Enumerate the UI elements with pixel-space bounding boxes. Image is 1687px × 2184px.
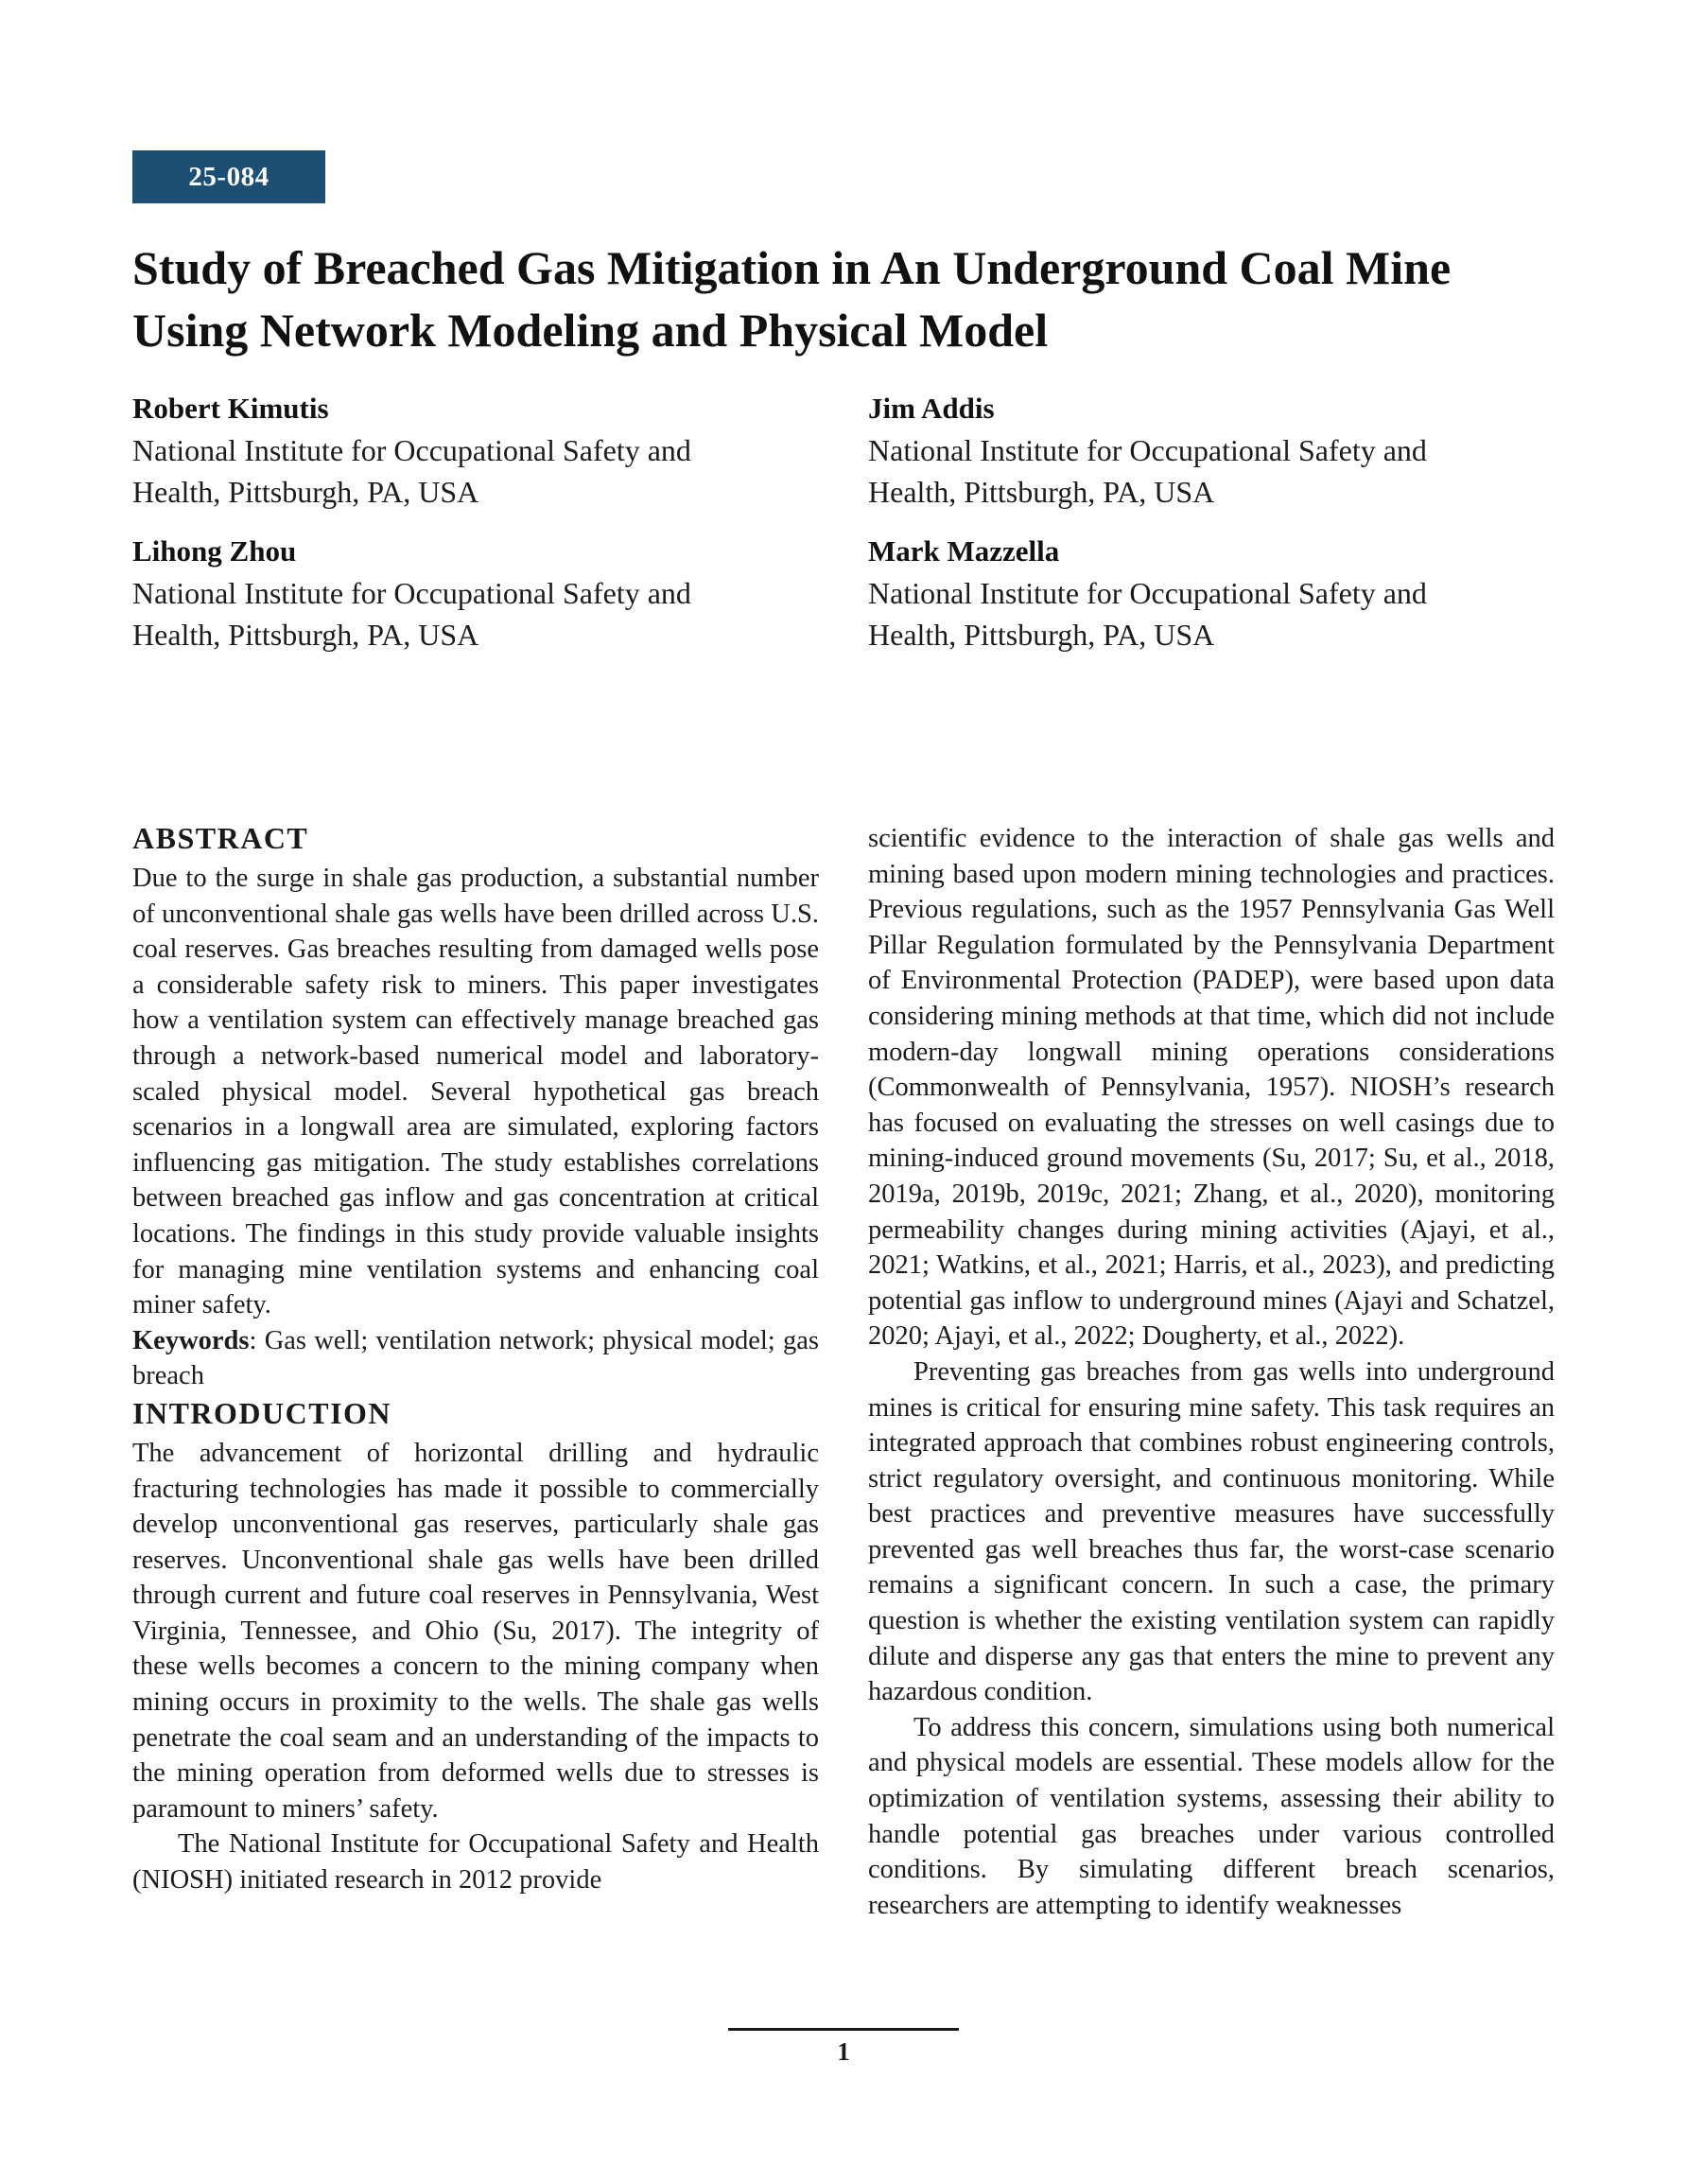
author-affiliation [868,572,1549,655]
author-name: Mark Mazzella [868,534,1060,568]
introduction-heading: INTRODUCTION [132,1395,392,1430]
paper-title [132,236,1551,361]
intro-paragraph-2-continued: scientific evidence to the interaction of shale gas wells and mining based upon modern mining technologies and practices. Previous regulations, such as the 1957 Pennsylvania Gas Well Pillar Regulation formulated by the Pennsylvania Department of Environmental Protection (PADEP), were based upon data considering mining methods at that time, which did not include modern-day longwall mining operations considerations (Commonwealth of Pennsylvania, 1957). NIOSH’s research has focused on evaluating the stresses on well casings due to mining-induced ground movements (Su, 2017; Su, et al., 2018, 2019a, 2019b, 2019c, 2021; Zhang, et al., 2020), monitoring permeability changes during mining activities (Ajayi, et al., 2021; Watkins, et al., 2021; Harris, et al., 2023), and predicting potential gas inflow to underground mines (Ajayi and Schatzel, 2020; Ajayi, et al., 2022; Dougherty, et al., 2022). [868,824,1555,1352]
author-affiliation [132,429,813,513]
author-block [132,388,813,513]
author-name: Jim Addis [868,392,995,425]
author-affiliation [868,429,1549,513]
author-name: Lihong Zhou [132,534,297,568]
title-line-1: Study of Breached Gas Mitigation in An Underground Coal Mine [132,241,1452,294]
abstract-heading: ABSTRACT [132,821,309,855]
intro-paragraph-4: To address this concern, simulations using both numerical and physical models are essential. These models allow for the optimization of ventilation systems, assessing their ability to handle potential gas breaches under various controlled conditions. By simulating different breach scenarios, researchers are attempting to identify weaknesses [868,1712,1555,1920]
footer-rule [728,2028,959,2031]
abstract-text: Due to the surge in shale gas production, a substantial number of unconventional shale gas wells have been drilled across U.S. coal reserves. Gas breaches resulting from damaged wells pose a considerable safety risk to miners. This paper investigates how a ventilation system can effectively manage breached gas through a network-based numerical model and laboratory-scaled physical model. Several hypothetical gas breach scenarios in a longwall area are simulated, exploring factors influencing gas mitigation. The study establishes correlations between breached gas inflow and gas concentration at critical locations. The findings in this study provide valuable insights for managing mine ventilation systems and enhancing coal miner safety. [132,864,819,1320]
affiliation-line: Health, Pittsburgh, PA, USA [132,475,479,509]
intro-paragraph-2: The National Institute for Occupational Safety and Health (NIOSH) initiated research in 2012 provide [132,1829,819,1896]
title-line-2: Using Network Modeling and Physical Model [132,304,1049,357]
affiliation-line: Health, Pittsburgh, PA, USA [132,618,479,652]
intro-paragraph-3: Preventing gas breaches from gas wells into underground mines is critical for ensuring mine safety. This task requires an integrated approach that combines robust engineering controls, strict regulatory oversight, and continuous monitoring. While best practices and preventive measures have successfully prevented gas well breaches thus far, the worst-case scenario remains a significant concern. In such a case, the primary question is whether the existing ventilation system can rapidly dilute and disperse any gas that enters the mine to prevent any hazardous condition. [868,1356,1555,1707]
keywords-label: Keywords [132,1325,250,1355]
affiliation-line: Health, Pittsburgh, PA, USA [868,475,1215,509]
affiliation-line: National Institute for Occupational Safety and [132,433,691,467]
author-block [132,531,813,655]
affiliation-line: National Institute for Occupational Safety and [132,576,691,610]
right-column [868,821,1555,1923]
author-name: Robert Kimutis [132,392,329,425]
author-block [868,388,1549,513]
intro-paragraph-1: The advancement of horizontal drilling and hydraulic fracturing technologies has made it possible to commercially develop unconventional gas reserves, particularly shale gas reserves. Unconventional shale gas wells have been drilled through current and future coal reserves in Pennsylvania, West Virginia, Tennessee, and Ohio (Su, 2017). The integrity of these wells becomes a concern to the mining company when mining occurs in proximity to the wells. The shale gas wells penetrate the coal seam and an understanding of the impacts to the mining operation from deformed wells due to stresses is paramount to miners’ safety. [132,1438,819,1824]
keywords [132,1323,819,1394]
author-block [868,531,1549,655]
author-affiliation [132,572,813,655]
affiliation-line: National Institute for Occupational Safety and [868,576,1427,610]
keywords-text: : Gas well; ventilation network; physical model; gas breach [132,1325,819,1391]
left-column [132,819,819,1898]
page-number: 1 [837,2037,850,2066]
paper-number-badge: 25-084 [132,150,325,203]
affiliation-line: Health, Pittsburgh, PA, USA [868,618,1215,652]
affiliation-line: National Institute for Occupational Safety and [868,433,1427,467]
